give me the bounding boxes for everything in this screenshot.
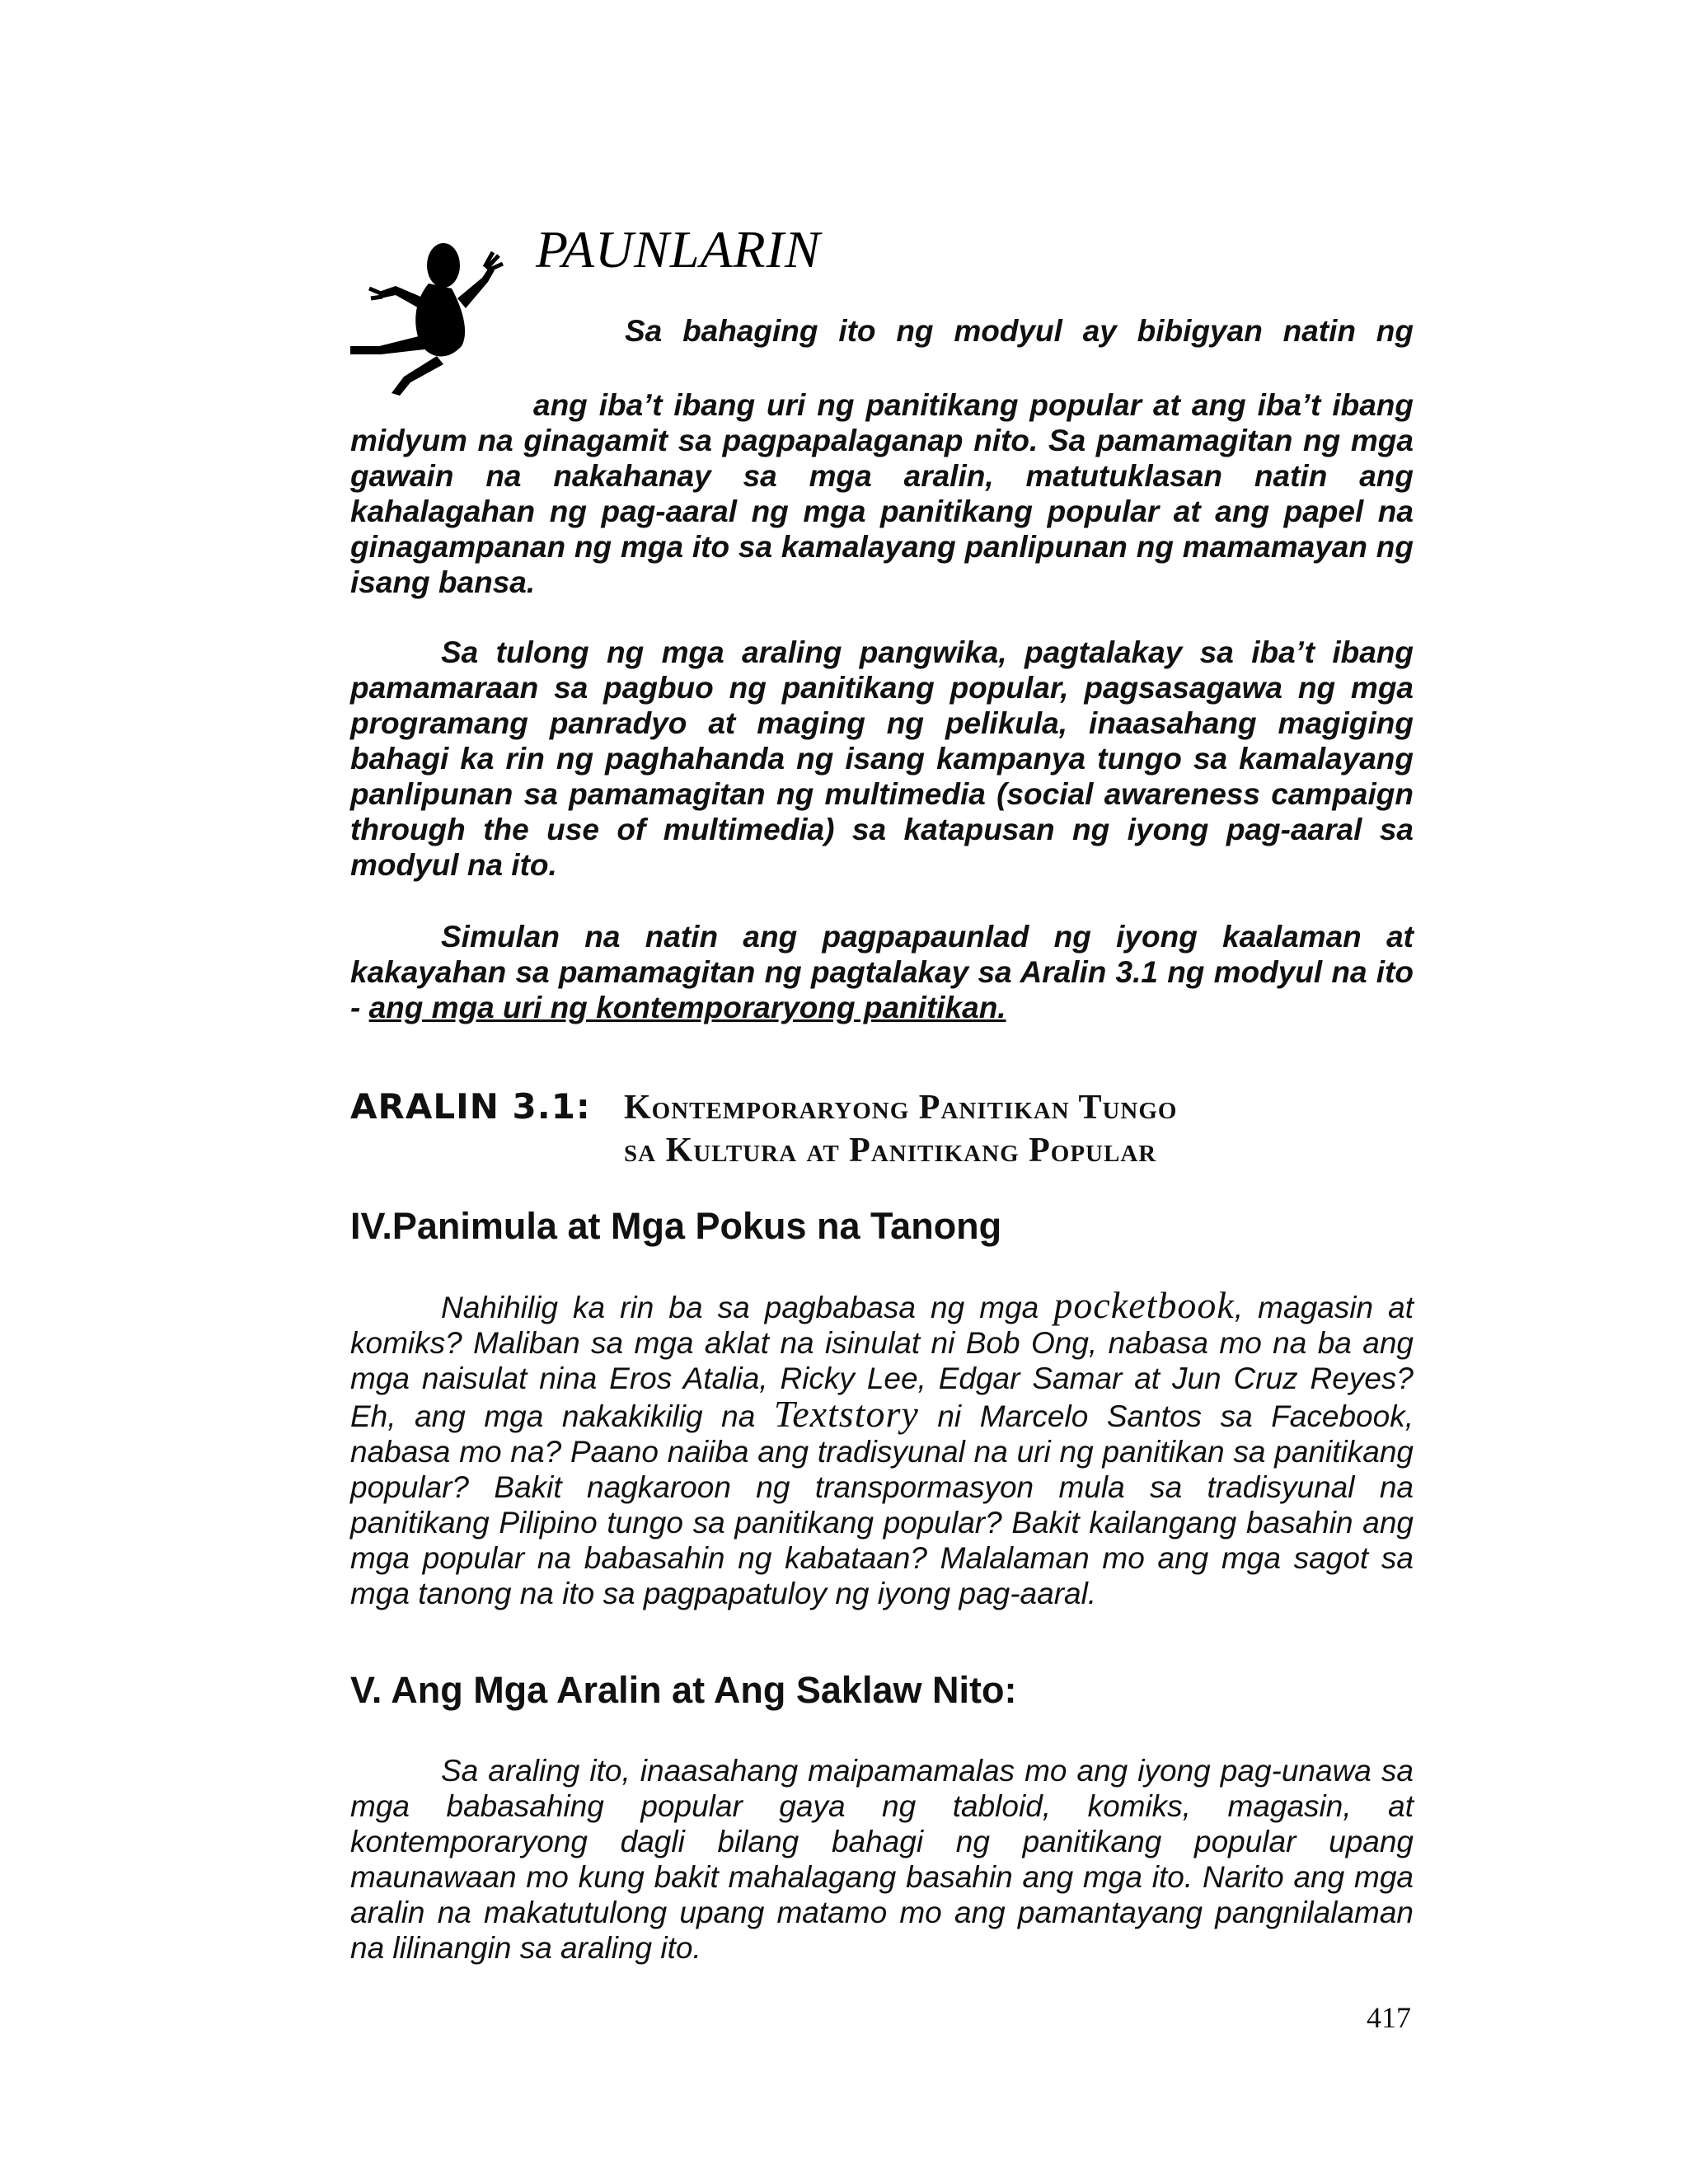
aralin-title-line1: Kontemporaryong Panitikan Tungo (624, 1089, 1178, 1127)
page-number: 417 (1367, 2001, 1411, 2034)
section-heading-paunlarin: PAUNLARIN (536, 220, 821, 279)
aralin-title (624, 1086, 1177, 1172)
paragraph-simulan (350, 919, 1414, 1025)
p4-text-3: ni Marcelo Santos sa Facebook, nabasa mo na? Paano naiiba ang tradisyunal na uri ng panitikan sa panitikang popular? Bakit nagkaroon ng transpormasyon mula sa tradisyunal na panitikang Pilipino tungo sa panitikang popular? Bakit kailangang basahin ang mga popular na babasahin ng kabataan? Malalaman mo ang mga sagot sa mga tanong na ito sa pagpapatuloy ng iyong pag-aaral. (350, 1399, 1414, 1610)
aralin-label: ARALIN 3.1: (350, 1086, 591, 1127)
dancing-figure-icon (346, 241, 519, 397)
pocketbook-word: pocketbook (1053, 1284, 1235, 1326)
paragraph-panimula (350, 1284, 1414, 1611)
textstory-word: Textstory (773, 1393, 919, 1435)
paragraph-tulong: Sa tulong ng mga araling pangwika, pagtalakay sa iba’t ibang pamamaraan sa pagbuo ng panitikang popular, pagsasagawa ng mga programang panradyo at maging ng pelikula, inaasahang magiging bahagi ka rin ng paghahanda ng isang kampanya tungo sa kamalayang panlipunan sa pamamagitan ng multimedia (social awareness campaign through the use of multimedia) sa katapusan ng iyong pag-aaral sa modyul na ito. (350, 635, 1414, 882)
section-iv-title: IV.Panimula at Mga Pokus na Tanong (350, 1205, 1002, 1247)
intro-first-line: Sa bahaging ito ng modyul ay bibigyan natin ng (625, 314, 1414, 348)
section-v-title: V. Ang Mga Aralin at Ang Saklaw Nito: (350, 1669, 1017, 1711)
aralin-title-line2: sa Kultura at Panitikang Popular (624, 1132, 1157, 1169)
intro-paragraph: ang iba’t ibang uri ng panitikang popular at ang iba’t ibang midyum na ginagamit sa pagpapalaganap nito. Sa pamamagitan ng mga gawain na nakahanay sa mga aralin, matutuklasan natin ang kahalagahan ng pag-aaral ng mga panitikang popular at ang papel na ginagampanan ng mga ito sa kamalayang panlipunan ng mamamayan ng isang bansa. (350, 388, 1414, 599)
underlined-topic: ang mga uri ng kontemporaryong panitikan. (368, 991, 1006, 1024)
p4-text-2: , magasin at komiks? Maliban sa mga aklat na isinulat ni Bob Ong, nabasa mo na ba ang mga naisulat nina Eros Atalia, Ricky Lee, Edgar Samar at Jun Cruz Reyes? Eh, ang mga nakakikilig na (350, 1291, 1414, 1433)
paragraph-aralin-saklaw: Sa araling ito, inaasahang maipamamalas mo ang iyong pag-unawa sa mga babasahing popular gaya ng tabloid, komiks, magasin, at kontemporaryong dagli bilang bahagi ng panitikang popular upang maunawaan mo kung bakit mahalagang basahin ang mga ito. Narito ang mga aralin na makatutulong upang matamo mo ang pamantayang pangnilalaman na lilinangin sa araling ito. (350, 1754, 1414, 1965)
p4-text-1: Nahihilig ka rin ba sa pagbabasa ng mga (441, 1291, 1054, 1324)
paragraph-simulan-text: Simulan na natin ang pagpapaunlad ng iyong kaalaman at kakayahan sa pamamagitan ng pagtalakay sa Aralin 3.1 ng modyul na ito - (350, 920, 1414, 1024)
